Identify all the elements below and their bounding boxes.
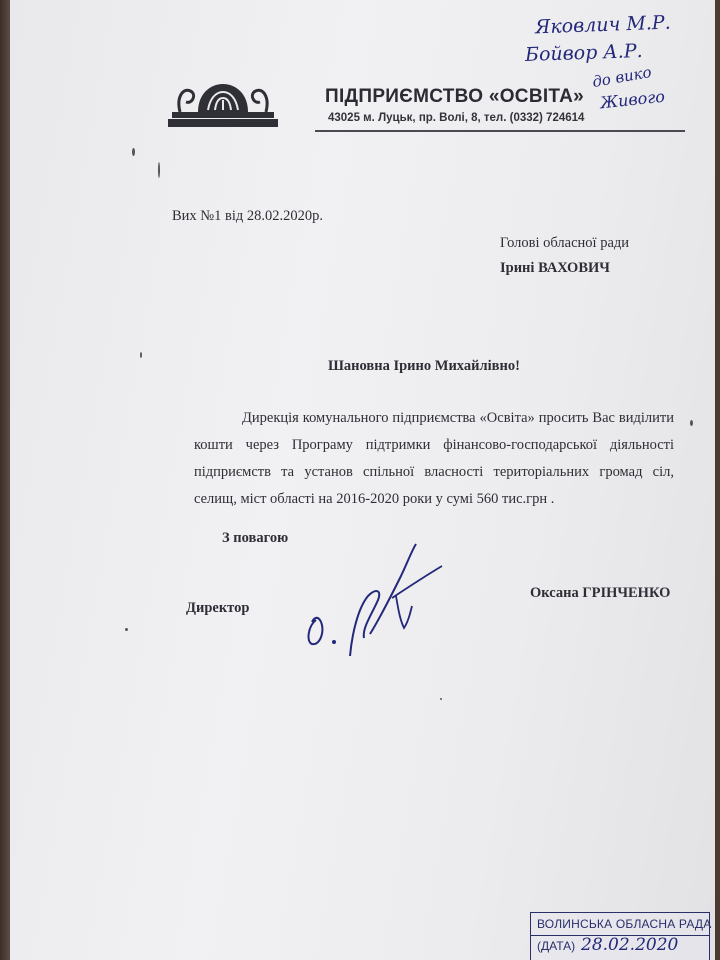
stamp-date-label: (ДАТА) <box>537 939 576 953</box>
paper-speck <box>132 148 135 156</box>
company-name: ПІДПРИЄМСТВО «ОСВІТА» <box>325 86 585 107</box>
paper-speck <box>125 628 128 631</box>
company-address: 43025 м. Луцьк, пр. Волі, 8, тел. (0332) 724614 <box>328 112 585 124</box>
signer-position: Директор <box>186 600 250 616</box>
stamp-date-value: 28.02.2020 <box>581 935 679 955</box>
recipient-name: Ірині ВАХОВИЧ <box>500 260 610 276</box>
paper-speck <box>140 352 142 358</box>
stamp-organization: ВОЛИНСЬКА ОБЛАСНА РАДА <box>537 917 712 931</box>
registration-stamp <box>530 912 710 960</box>
handwritten-note-1: Яковлич М.Р. <box>534 11 672 39</box>
handwritten-note-4: Живого <box>599 86 666 113</box>
paper-speck <box>440 698 442 700</box>
closing: З повагою <box>222 530 289 546</box>
company-logo-icon <box>168 74 278 132</box>
letter-page <box>10 0 715 960</box>
handwritten-note-2: Бойвор А.Р. <box>524 39 643 67</box>
salutation: Шановна Ірино Михайлівно! <box>328 358 520 374</box>
recipient-title: Голові обласної ради <box>500 235 630 251</box>
signer-name: Оксана ГРІНЧЕНКО <box>530 585 671 601</box>
outgoing-reference: Вих №1 від 28.02.2020р. <box>172 208 324 224</box>
letter-body: Дирекція комунального підприємства «Освіта» просить Вас виділити кошти через Програму підтримки фінансово-господарської діяльності підприємств та установ спільної власності територіальних громад сіл, селищ, міст області на 2016-2020 роки у сумі 560 тис.грн . <box>194 410 674 507</box>
paper-speck <box>158 162 160 178</box>
paper-speck <box>690 420 693 426</box>
handwritten-note-3: до вико <box>590 62 653 92</box>
letterhead-divider <box>315 130 685 132</box>
signature-icon <box>292 538 452 668</box>
